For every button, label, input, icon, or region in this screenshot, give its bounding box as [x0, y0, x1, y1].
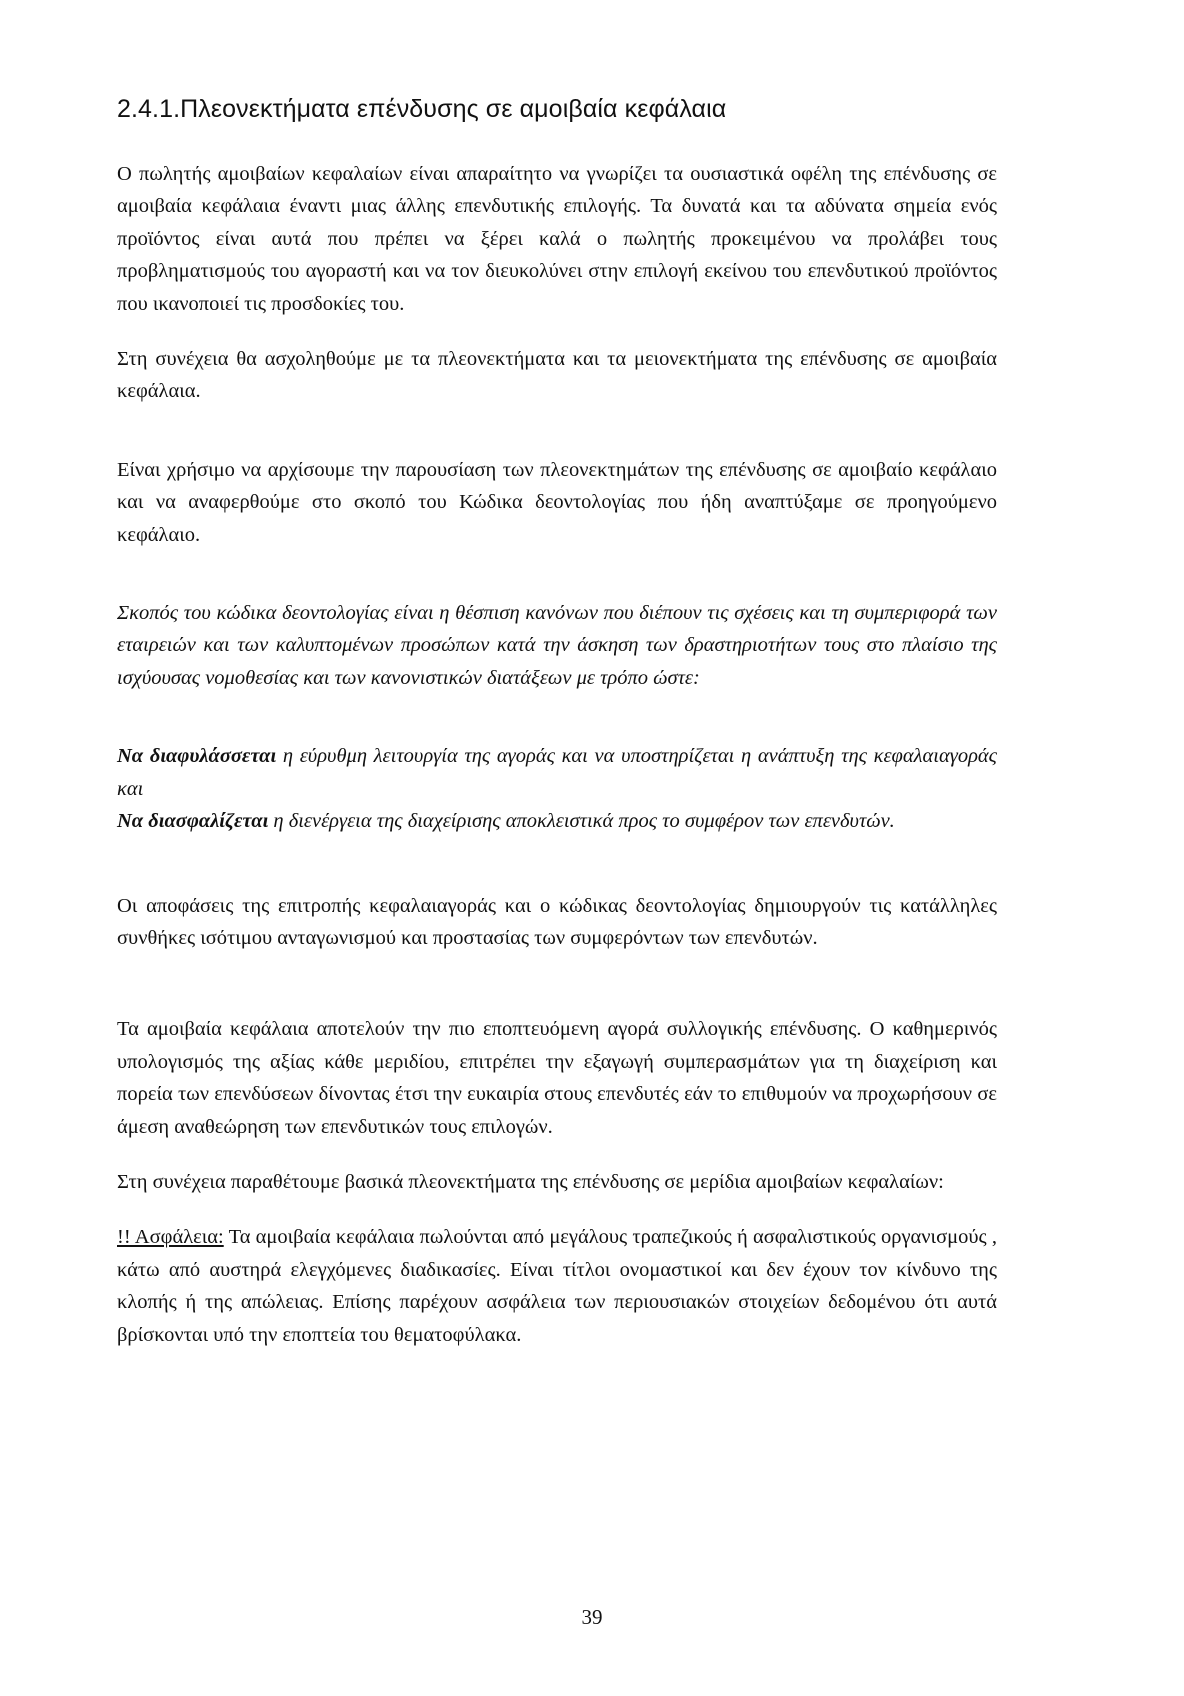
- safety-label: !! Ασφάλεια:: [117, 1226, 224, 1249]
- document-page: [117, 95, 997, 1351]
- section-heading: 2.4.1.Πλεονεκτήματα επένδυσης σε αμοιβαία κεφάλαια: [117, 95, 727, 123]
- safety-text: Τα αμοιβαία κεφάλαια πωλούνται από μεγάλους τραπεζικούς ή ασφαλιστικούς οργανισμούς , κάτω από αυστηρά ελεγχόμενες διαδικασίες. Είναι τίτλοι ονομαστικοί και δεν έχουν τον κίνδυνο της κλοπής ή της απώλειας. Επίσης παρέχουν ασφάλεια των περιουσιακών στοιχείων δεδομένου ότι αυτά βρίσκονται υπό την εποπτεία του θεματοφύλακα.: [117, 1226, 997, 1346]
- paragraph-salesperson-benefits: Ο πωλητής αμοιβαίων κεφαλαίων είναι απαραίτητο να γνωρίζει τα ουσιαστικά οφέλη της επένδυσης σε αμοιβαία κεφάλαια έναντι μιας άλλης επενδυτικής επιλογής. Τα δυνατά και τα αδύνατα σημεία ενός προϊόντος είναι αυτά που πρέπει να ξέρει καλά ο πωλητής προκειμένου να προλάβει τους προβληματισμούς του αγοραστή και να τον διευκολύνει στην επιλογή εκείνου του επενδυτικού προϊόντος που ικανοποιεί τις προσδοκίες του.: [117, 163, 997, 315]
- objective-1-text: η εύρυθμη λειτουργία της αγοράς και να υποστηρίζεται η ανάπτυξη της κεφαλαιαγοράς και: [117, 745, 998, 800]
- paragraph-code-of-conduct-intro: Είναι χρήσιμο να αρχίσουμε την παρουσίαση των πλεονεκτημάτων της επένδυσης σε αμοιβαίο κεφάλαιο και να αναφερθούμε στο σκοπό του Κώδικα δεοντολογίας που ήδη αναπτύξαμε σε προηγούμενο κεφάλαιο.: [117, 458, 997, 546]
- paragraph-advantages-intro: Στη συνέχεια θα ασχοληθούμε με τα πλεονεκτήματα και τα μειονεκτήματα της επένδυσης σε αμοιβαία κεφάλαια.: [117, 348, 997, 403]
- page-number: 39: [581, 1605, 603, 1629]
- paragraph-objectives: [117, 740, 997, 837]
- objective-2-label: Να διασφαλίζεται: [117, 810, 269, 833]
- objective-1-label: Να διαφυλάσσεται: [117, 745, 277, 768]
- paragraph-code-purpose: Σκοπός του κώδικα δεοντολογίας είναι η θέσπιση κανόνων που διέπουν τις σχέσεις και τη συμπεριφορά των εταιρειών και των καλυπτομένων προσώπων κατά την άσκηση των δραστηριοτήτων τους στο πλαίσιο της ισχύουσας νομοθεσίας και των κανονιστικών διατάξεων με τρόπο ώστε:: [117, 602, 997, 689]
- paragraph-safety: [117, 1221, 997, 1351]
- objective-2-text: η διενέργεια της διαχείρισης αποκλειστικά προς το συμφέρον των επενδυτών.: [268, 810, 895, 833]
- paragraph-committee-decisions: Οι αποφάσεις της επιτροπής κεφαλαιαγοράς και ο κώδικας δεοντολογίας δημιουργούν τις κατάλληλες συνθήκες ισότιμου ανταγωνισμού και προστασίας των συμφερόντων των επενδυτών.: [117, 894, 997, 949]
- paragraph-advantages-list-intro: Στη συνέχεια παραθέτουμε βασικά πλεονεκτήματα της επένδυσης σε μερίδια αμοιβαίων κεφαλαίων:: [117, 1170, 944, 1193]
- paragraph-supervised-market: Τα αμοιβαία κεφάλαια αποτελούν την πιο εποπτευόμενη αγορά συλλογικής επένδυσης. Ο καθημερινός υπολογισμός της αξίας κάθε μεριδίου, επιτρέπει την εξαγωγή συμπερασμάτων για τη διαχείριση και πορεία των επενδύσεων δίνοντας έτσι την ευκαιρία στους επενδυτές εάν το επιθυμούν να προχωρήσουν σε άμεση αναθεώρηση των επενδυτικών τους επιλογών.: [117, 1018, 997, 1138]
